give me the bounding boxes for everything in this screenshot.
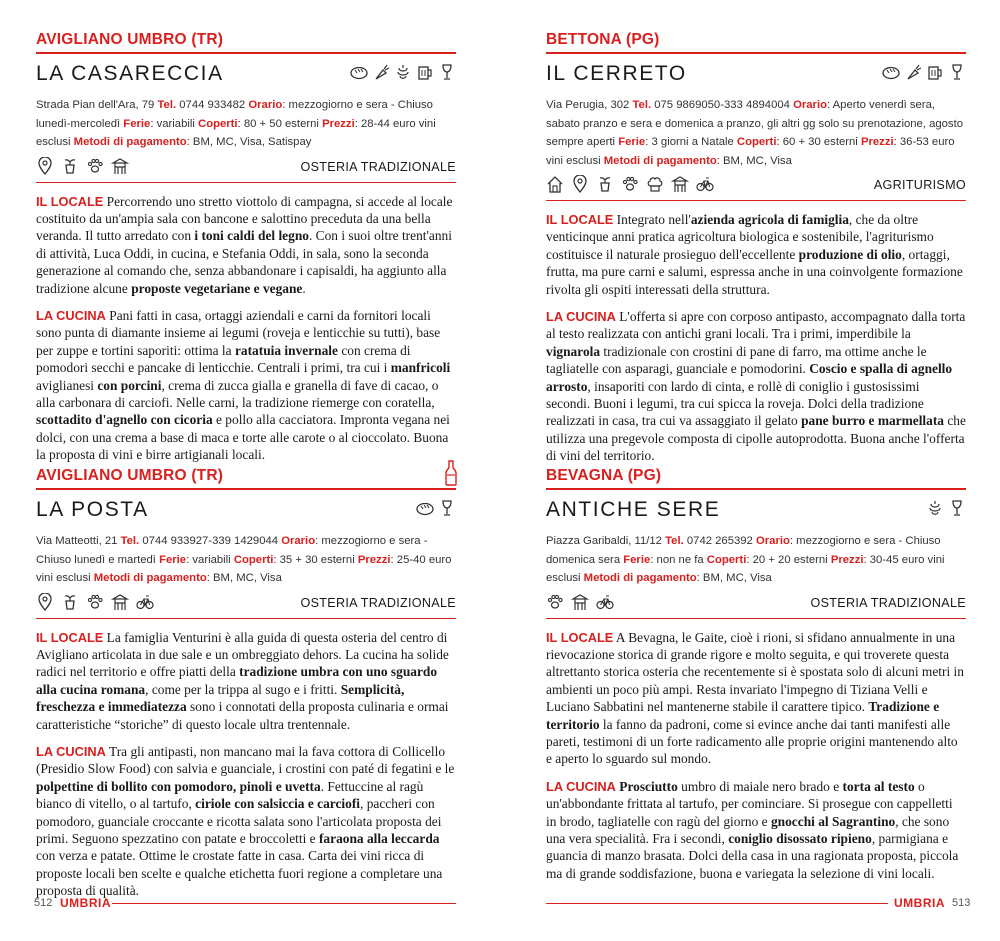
- orario-label: Orario: [248, 99, 283, 111]
- prezzi-value: : 30-45 euro vini esclusi: [546, 553, 945, 584]
- tel-label: Tel.: [120, 535, 140, 547]
- address-text: Via Matteotti, 21: [36, 535, 118, 547]
- pagamento-value: : BM, MC, Visa: [716, 154, 792, 167]
- beer-mug-icon: [416, 63, 434, 81]
- il-locale-paragraph: [36, 629, 456, 733]
- la-cucina-text: con porcini: [97, 377, 162, 393]
- coperti-value: : 80 + 50 esterni: [237, 117, 319, 130]
- services-row: [36, 590, 456, 616]
- restaurant-name: LA POSTA: [36, 498, 149, 521]
- page-number-right: 513: [952, 897, 971, 909]
- prezzi-label: Prezzi: [322, 117, 355, 130]
- prezzi-label: Prezzi: [357, 553, 391, 566]
- vegetarian-icon: [61, 593, 79, 611]
- specialty-icons: [926, 499, 966, 517]
- ferie-label: Ferie: [123, 117, 151, 130]
- la-cucina-text: torta al testo: [842, 778, 915, 794]
- farmhouse-icon: [546, 175, 564, 193]
- coperti-label: Coperti: [198, 117, 238, 130]
- la-cucina-label: LA CUCINA: [546, 778, 616, 794]
- orario-value: : mezzogiorno e sera - Chiuso domenica sera: [546, 535, 941, 566]
- la-cucina-text: con crema di pomodori secchi e pancake di lenticchie. Centrali i primi, tra cui i: [36, 342, 411, 376]
- beer-mug-icon: [926, 63, 944, 81]
- la-cucina-text: coniglio disossato ripieno: [728, 830, 872, 846]
- location-pin-icon: [36, 593, 54, 611]
- tel-value: 075 9869050-333 4894004: [654, 99, 790, 111]
- il-locale-label: IL LOCALE: [546, 629, 614, 645]
- title-row: [546, 496, 966, 532]
- info-block: [36, 532, 456, 588]
- restaurant-name: IL CERRETO: [546, 62, 687, 85]
- tel-value: 0742 265392: [686, 535, 753, 547]
- entry-antiche-sere: [546, 466, 966, 882]
- la-cucina-paragraph: [546, 778, 966, 882]
- entry-la-casareccia: [36, 30, 456, 464]
- ferie-label: Ferie: [618, 136, 646, 148]
- section-rule: [546, 200, 966, 201]
- location-pin-icon: [36, 157, 54, 175]
- la-cucina-text: , parmigiana e guancia di manzo brasata. Dolci della casa in una ragionata proposta, piccola ma di grande soddisfazione, buona e variegata la selezione di vini locali.: [546, 830, 959, 881]
- la-cucina-label: LA CUCINA: [546, 309, 616, 325]
- la-cucina-text: umbro di maiale nero brado e: [677, 778, 843, 794]
- section-rule: [546, 618, 966, 619]
- outdoor-terrace-icon: [671, 175, 689, 193]
- il-locale-text: Integrato nell': [613, 212, 691, 227]
- coperti-label: Coperti: [736, 136, 777, 148]
- la-cucina-paragraph: [36, 307, 456, 464]
- il-locale-label: IL LOCALE: [36, 193, 104, 209]
- il-locale-text: proposte vegetariane e vegane: [131, 280, 303, 296]
- chef-hat-icon: [646, 175, 664, 193]
- il-locale-text: Tradizione e territorio: [546, 699, 940, 732]
- info-block: [546, 96, 966, 170]
- venue-type: OSTERIA TRADIZIONALE: [810, 595, 966, 610]
- il-locale-text: sono i connotati della proposta culinaria e ormai caratteristiche “storiche” di questo locale ultra trentennale.: [36, 699, 449, 732]
- paw-icon: [86, 593, 104, 611]
- region-rule: [546, 488, 966, 490]
- ferie-value: : non ne fa: [650, 553, 704, 566]
- address-text: Piazza Garibaldi, 11/12: [546, 535, 662, 547]
- il-locale-text: , come per la trippa al sugo e i fritti.: [145, 681, 341, 697]
- il-locale-text: produzione di olio: [798, 246, 902, 262]
- la-cucina-text: Prosciutto: [619, 778, 678, 794]
- carrot-icon: [904, 63, 922, 81]
- services-row: [546, 172, 966, 198]
- il-locale-text: azienda agricola di famiglia: [690, 212, 849, 227]
- paw-icon: [621, 175, 639, 193]
- la-cucina-paragraph: [546, 308, 966, 465]
- la-cucina-text: , insaporiti con lardo di cinta, e rollè di coniglio i gustosissimi secondi. Buoni i legumi, tra cui spicca la roveja. Dolci della tradizione realizzati in casa, tra cui va assaggiato il gelato: [546, 378, 924, 429]
- ferie-label: Ferie: [159, 553, 187, 566]
- la-cucina-text: faraona alla leccarda: [318, 830, 440, 846]
- paw-icon: [546, 593, 564, 611]
- wine-glass-icon: [438, 63, 456, 81]
- la-cucina-text: . Fettuccine al ragù bianco di vitello, o al tartufo,: [36, 778, 424, 812]
- specialty-icons: [882, 63, 966, 81]
- pagamento-value: : BM, MC, Visa: [696, 572, 772, 584]
- entry-la-posta: [36, 466, 456, 900]
- la-cucina-text: e pollo alla cacciatora. Impronta vegana nei dolci, con una crema a base di maca e torte alle carote o al cioccolato. Buona la proposta di vini e birre artigianali locali.: [36, 412, 450, 463]
- region-heading: AVIGLIANO UMBRO (TR): [36, 31, 224, 48]
- la-cucina-text: vignarola: [546, 343, 601, 359]
- hops-icon: [926, 499, 944, 517]
- la-cucina-text: aviglianesi: [36, 377, 98, 393]
- outdoor-terrace-icon: [111, 593, 129, 611]
- venue-type: OSTERIA TRADIZIONALE: [300, 159, 456, 174]
- la-cucina-text: pane burro e marmellata: [801, 413, 944, 429]
- la-cucina-text: L'offerta si apre con corposo antipasto, accompagnato dalla torta al testo realizzata con antichi grani locali. Tra i primi, imperdibile la: [546, 309, 966, 342]
- la-cucina-text: scottadito d'agnello con cicoria: [36, 412, 213, 428]
- la-cucina-text: , crema di zucca gialla e granella di fave di cacao, o alla carbonara di carciofi. Nelle carni, la tradizione riemerge con coratella,: [36, 377, 439, 410]
- il-locale-paragraph: [546, 211, 966, 298]
- tel-label: Tel.: [632, 99, 652, 111]
- region-rule: [36, 52, 456, 54]
- title-row: [36, 496, 456, 532]
- entry-il-cerreto: [546, 30, 966, 465]
- location-pin-icon: [571, 175, 589, 193]
- tel-label: Tel.: [665, 535, 684, 547]
- la-cucina-text: ratatuia invernale: [234, 342, 338, 358]
- info-block: [36, 96, 456, 152]
- region-rule: [546, 52, 966, 54]
- il-locale-text: , ortaggi, frutta, ma pure carni e salumi, espressa anche in una coinvolgente formazione rivolta gli ospiti interessati della struttura.: [546, 246, 963, 297]
- coperti-label: Coperti: [233, 553, 274, 566]
- il-locale-text: A Bevagna, le Gaite, cioè i rioni, si sfidano annualmente in una rievocazione storica di grande rigore e molto seguita, e qui troverete questa altrettanto storica osteria che recentemente si è spostata solo di alcuni metri in ambienti un poco più ampi. Resta invariato l'impegno di Tiziana Velli e Luciano Sabbatini nel mantenerne stabile il carattere tipico.: [546, 629, 964, 715]
- tel-value: 0744 933927-339 1429044: [142, 535, 279, 547]
- bicycle-icon: [136, 593, 154, 611]
- il-locale-text: Percorrendo uno stretto viottolo di campagna, si accede al locale costituito da un'ampia sala con bancone e salottino preceduta da una bella veranda. Il tutto arredato con: [36, 193, 453, 244]
- hops-icon: [394, 63, 412, 81]
- region-heading: BEVAGNA (PG): [546, 467, 662, 484]
- pagamento-value: : BM, MC, Visa, Satispay: [186, 136, 312, 148]
- section-rule: [36, 618, 456, 619]
- bread-icon: [416, 499, 434, 517]
- la-cucina-text: gnocchi al Sagrantino: [770, 813, 896, 829]
- ferie-value: : variabili: [186, 553, 231, 566]
- specialty-icons: [350, 63, 456, 81]
- coperti-value: : 60 + 30 esterni: [776, 136, 858, 148]
- il-locale-paragraph: [36, 193, 456, 297]
- pagamento-label: Metodi di pagamento: [73, 136, 187, 148]
- region-heading: BETTONA (PG): [546, 31, 660, 48]
- pagamento-value: : BM, MC, Visa: [206, 572, 282, 584]
- service-icons: [36, 157, 129, 175]
- footer-right: [500, 894, 1000, 914]
- la-cucina-text: polpettine di bollito con pomodoro, pinoli e uvetta: [36, 778, 321, 794]
- la-cucina-paragraph: [36, 743, 456, 900]
- restaurant-name: ANTICHE SERE: [546, 498, 721, 521]
- orario-value: : Aperto venerdì sera, sabato pranzo e sera e domenica a pranzo, gli altri gg solo su prenotazione, agosto sempre aperti: [546, 99, 963, 148]
- prezzi-value: : 25-40 euro vini esclusi: [36, 553, 452, 584]
- orario-label: Orario: [755, 535, 790, 547]
- specialty-icons: [416, 499, 456, 517]
- tel-value: 0744 933482: [179, 99, 246, 111]
- bread-icon: [882, 63, 900, 81]
- la-cucina-text: Coscio e spalla di agnello arrosto: [546, 361, 953, 394]
- la-cucina-label: LA CUCINA: [36, 307, 106, 323]
- service-icons: [546, 175, 714, 193]
- ferie-value: : 3 giorni a Natale: [645, 136, 734, 148]
- wine-bottle-icon: [444, 460, 458, 486]
- coperti-value: : 20 + 20 esterni: [746, 553, 828, 566]
- il-locale-text: .: [302, 280, 306, 296]
- outdoor-terrace-icon: [571, 593, 589, 611]
- la-cucina-label: LA CUCINA: [36, 743, 106, 759]
- orario-value: : mezzogiorno e sera - Chiuso lunedì e martedì: [36, 535, 428, 566]
- il-locale-text: . Con i suoi oltre trent'anni di attività, Luca Oddi, in cucina, e Stefania Oddi, in sala, sono la seconda generazione al comando che, senza abbandonare i capisaldi, ha aggiunto alla tradizione alcune: [36, 228, 452, 296]
- ferie-label: Ferie: [623, 553, 651, 566]
- coperti-label: Coperti: [706, 553, 747, 566]
- la-cucina-text: manfricoli: [390, 360, 451, 376]
- address-text: Strada Pian dell'Ara, 79: [36, 99, 155, 111]
- section-rule: [36, 182, 456, 183]
- la-cucina-text: tradizionale con crostini di pane di farro, ma ottime anche le tagliatelle con asparagi, guanciale e pomodorini.: [546, 343, 927, 377]
- footer-region-right: UMBRIA: [894, 896, 945, 910]
- la-cucina-text: , che sono una vera specialità. Fra i secondi,: [546, 813, 950, 846]
- prezzi-value: : 28-44 euro vini esclusi: [36, 117, 436, 148]
- vegetarian-icon: [61, 157, 79, 175]
- la-cucina-text: o un'abbondante frittata al tartufo, per cominciare. Si prosegue con cappelletti in brodo, tagliatelle con ragù del giorno e: [546, 778, 953, 829]
- il-locale-text: Semplicità, freschezza e immediatezza: [36, 681, 405, 715]
- il-locale-label: IL LOCALE: [546, 212, 614, 227]
- title-row: [546, 60, 966, 96]
- il-locale-text: , che da oltre venticinque anni pratica agricoltura biologica e sostenibile, l'agriturismo costituisce il naturale prosieguo dell'eccellente: [546, 212, 934, 262]
- region-rule: [36, 488, 456, 490]
- wine-glass-icon: [948, 499, 966, 517]
- footer-region-left: UMBRIA: [60, 896, 111, 910]
- page-number-left: 512: [34, 897, 53, 909]
- title-row: [36, 60, 456, 96]
- address-text: Via Perugia, 302: [546, 99, 630, 111]
- bicycle-icon: [596, 593, 614, 611]
- la-cucina-text: che utilizza una pregevole composta di cipolle autoprodotta. Buona anche l'offerta di vini del territorio.: [546, 413, 966, 464]
- wine-glass-icon: [438, 499, 456, 517]
- la-cucina-text: ciriole con salsiccia e carciofi: [195, 796, 361, 812]
- footer-left: [0, 894, 500, 914]
- prezzi-value: : 36-53 euro vini esclusi: [546, 136, 955, 167]
- orario-label: Orario: [793, 99, 827, 111]
- la-cucina-text: Pani fatti in casa, ortaggi aziendali e carni da fornitori locali sono punta di diamante insieme ai legumi (roveja e lenticchie su tutti), base per zuppe e tortini saporiti: ottima la: [36, 307, 441, 358]
- coperti-value: : 35 + 30 esterni: [273, 553, 355, 566]
- orario-label: Orario: [281, 535, 316, 547]
- il-locale-label: IL LOCALE: [36, 629, 104, 645]
- la-cucina-text: con verza e patate. Ottime le crostate fatte in casa. Carta dei vini ricca di proposte locali ben scelte e qualche etichetta fuori regione a completare una proposta di qualità.: [36, 848, 443, 899]
- bicycle-icon: [696, 175, 714, 193]
- il-locale-text: i toni caldi del legno: [194, 228, 309, 244]
- service-icons: [546, 593, 614, 611]
- restaurant-name: LA CASARECCIA: [36, 62, 224, 85]
- wine-glass-icon: [948, 63, 966, 81]
- prezzi-label: Prezzi: [830, 553, 864, 566]
- outdoor-terrace-icon: [111, 157, 129, 175]
- services-row: [546, 590, 966, 616]
- venue-type: OSTERIA TRADIZIONALE: [300, 595, 456, 610]
- tel-label: Tel.: [157, 99, 177, 111]
- pagamento-label: Metodi di pagamento: [93, 572, 207, 584]
- il-locale-text: tradizione umbra con uno sguardo alla cucina romana: [36, 664, 438, 697]
- pagamento-label: Metodi di pagamento: [603, 154, 717, 167]
- paw-icon: [86, 157, 104, 175]
- footer-rule-left: [112, 903, 456, 904]
- la-cucina-text: Tra gli antipasti, non mancano mai la fava cottora di Collicello (Presidio Slow Food) con salvia e guanciale, i crostini con paté di fegatini e le: [36, 743, 455, 777]
- il-locale-paragraph: [546, 629, 966, 768]
- il-locale-text: la fanno da padroni, come si evince anche dai tanti manifesti alle pareti, testimoni di un forte radicamento alle proprie origini mantenendo alto e aperto lo sguardo sul mondo.: [546, 716, 958, 767]
- bread-icon: [350, 63, 368, 81]
- ferie-value: : variabili: [150, 117, 195, 130]
- services-row: [36, 154, 456, 180]
- carrot-icon: [372, 63, 390, 81]
- la-cucina-text: , paccheri con pomodoro, guanciale croccante e ricotta salata sono l'articolata proposta dei primi. Seguono spezzatino con patate e broccoletti e: [36, 796, 442, 846]
- orario-value: : mezzogiorno e sera - Chiuso lunedì-mercoledì: [36, 99, 433, 130]
- info-block: [546, 532, 966, 588]
- il-locale-text: La famiglia Venturini è alla guida di questa osteria del centro di Avigliano articolata in due sale e un ombreggiato dehors. La cucina ha solide radici nel territorio e offre piatti della: [36, 629, 449, 680]
- footer-rule-right: [546, 903, 888, 904]
- venue-type: AGRITURISMO: [873, 178, 966, 192]
- pagamento-label: Metodi di pagamento: [583, 572, 697, 584]
- service-icons: [36, 593, 154, 611]
- region-heading: AVIGLIANO UMBRO (TR): [36, 467, 224, 484]
- vegetarian-icon: [596, 175, 614, 193]
- prezzi-label: Prezzi: [860, 136, 894, 148]
